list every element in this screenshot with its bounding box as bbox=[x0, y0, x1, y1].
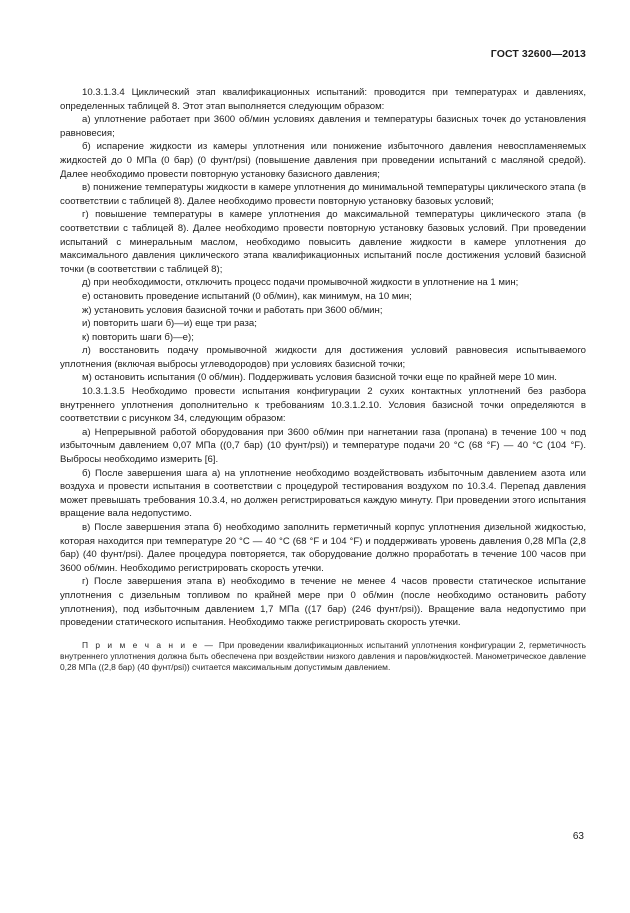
note-text: При проведении квалификационных испытаний уплотнения конфигурации 2, герметичность внутреннего уплотнения должна быть обеспечена при воздействии низкого давления и паров/жидкостей. Манометрическое давление 0,28 МПа ((2,8 бар) (40 фунт/psi)) считается максимальным допустимым давлением. bbox=[60, 639, 586, 673]
list-item-m: м) остановить испытания (0 об/мин). Поддерживать условия базисной точки еще по крайней мере 10 мин. bbox=[82, 372, 557, 384]
document-body bbox=[60, 86, 586, 673]
list-item-b: б) испарение жидкости из камеры уплотнения или понижение избыточного давления невоспламеняемых жидкостей до 0 МПа (0 бар) (0 фунт/psi) (повышение давления при проведении испытаний с масляной средой). Далее необходимо провести повторную установку базисного давления; bbox=[60, 141, 586, 180]
list-item-k: к) повторить шаги б)—е); bbox=[82, 331, 194, 343]
step-v: в) После завершения этапа б) необходимо заполнить герметичный корпус уплотнения дизельной жидкостью, которая находится при температуре 20 °C — 40 °C (68 °F и 104 °F) и поддерживать уровень давления 0,28 МПа (2,8 бар) (40 фунт/psi). Далее процедура повторяется, так оборудование должно проработать в течение 100 часов при 3600 об/мин. Необходимо регистрировать скорость утечки. bbox=[60, 522, 586, 574]
document-code-header: ГОСТ 32600—2013 bbox=[490, 48, 586, 60]
step-a: а) Непрерывной работой оборудования при 3600 об/мин при нагнетании газа (пропана) в течение 100 ч под избыточным давлением 0,07 МПа ((0,7 бар) (10 фунт/psi)) и температуре подачи 20 °C (68 °F) — 40 °C (104 °F). Выбросы необходимо измерить [6]. bbox=[60, 426, 586, 466]
list-item-e: е) остановить проведение испытаний (0 об/мин), как минимум, на 10 мин; bbox=[82, 290, 412, 302]
step-g: г) После завершения этапа в) необходимо в течение не менее 4 часов провести статическое испытание уплотнения с дизельным топливом по крайней мере при 0 об/мин (после необходимо остановить работу уплотнения), под избыточным давлением 1,7 МПа ((17 бар) (246 фунт/psi)). Вращение вала недопустимо при проведении статического испытания. Необходимо также регистрировать скорость утечки. bbox=[60, 576, 586, 629]
list-item-l: л) восстановить подачу промывочной жидкости для достижения условий равновесия испытываемого уплотнения (включая выбросы углеводородов) при условиях базисной точки; bbox=[60, 345, 586, 370]
list-item-v: в) понижение температуры жидкости в камере уплотнения до минимальной температуры циклического этапа (в соответствии с таблицей 8). Далее необходимо провести повторную установку базовых условий; bbox=[60, 182, 586, 207]
list-item-g: г) повышение температуры в камере уплотнения до максимальной температуры циклического этапа (в соответствии с таблицей 8). Далее необходимо провести повторную установку базовых условий. При проведении испытаний с минеральным маслом, необходимо повысить давление жидкости в камере уплотнения до максимального давления циклического этапа квалификационных испытаний после достижения условий базисной точки (в соответствии с таблицей 8); bbox=[60, 209, 586, 275]
note-label: П р и м е ч а н и е — bbox=[82, 639, 215, 650]
paragraph-10-3-1-3-4: 10.3.1.3.4 Циклический этап квалификационных испытаний: проводится при температурах и давлениях, определенных таблицей 8. Этот этап выполняется следующим образом: bbox=[60, 87, 586, 112]
list-item-d: д) при необходимости, отключить процесс подачи промывочной жидкости в уплотнение на 1 мин; bbox=[82, 277, 519, 289]
list-item-i: и) повторить шаги б)—и) еще три раза; bbox=[82, 318, 257, 330]
list-item-zh: ж) установить условия базисной точки и работать при 3600 об/мин; bbox=[82, 304, 383, 316]
list-item-a: а) уплотнение работает при 3600 об/мин условиях давления и температуры базисных точек до установления равновесия; bbox=[60, 114, 586, 139]
page-number: 63 bbox=[572, 831, 584, 842]
step-b: б) После завершения шага а) на уплотнение необходимо воздействовать избыточным давлением азота или воздуха и провести испытания в соответствии с процедурой тестирования воздухом по 10.3.4. Перепад давления может превышать требования 10.3.4, но должен регистрироваться каждую минуту. При проведении этого испытания вращение вала недопустимо. bbox=[60, 467, 586, 520]
paragraph-10-3-1-3-5: 10.3.1.3.5 Необходимо провести испытания конфигурации 2 сухих контактных уплотнений без разбора внутреннего уплотнения дополнительно к требованиям 10.3.1.2.10. Условия базисной точки определяются в соответствии с рисунком 34, следующим образом: bbox=[60, 386, 586, 425]
note bbox=[60, 640, 586, 674]
